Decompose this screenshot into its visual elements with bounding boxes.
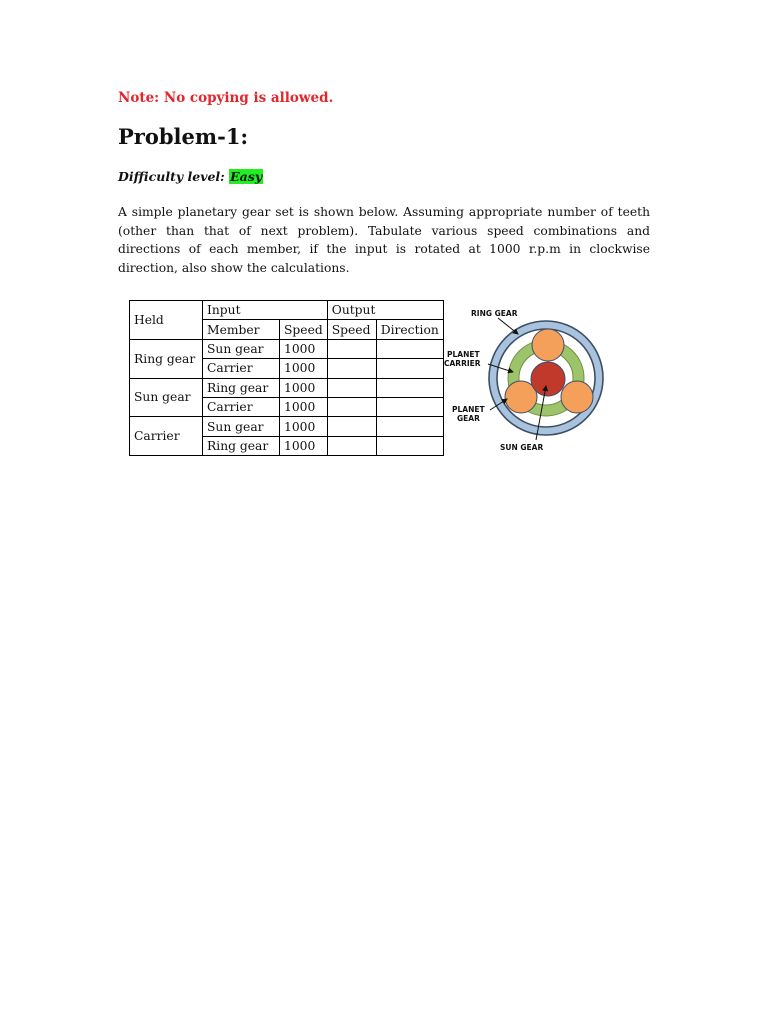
speed-cell: 1000 [280, 417, 328, 436]
gear-combination-table [129, 300, 444, 456]
difficulty-label: Difficulty level: [118, 169, 225, 184]
output-speed-cell [327, 359, 376, 378]
held-cell: Ring gear [130, 339, 203, 378]
planet-carrier-label: PLANET [447, 350, 480, 359]
copy-note: Note: No copying is allowed. [118, 90, 334, 106]
planet-carrier-label: CARRIER [444, 359, 481, 368]
direction-header: Direction [376, 320, 443, 339]
member-cell: Sun gear [203, 339, 280, 358]
planetary-gear-diagram [440, 300, 610, 456]
held-cell: Carrier [130, 417, 203, 456]
table-row [130, 417, 444, 436]
problem-statement: A simple planetary gear set is shown below. Assuming appropriate number of teeth (other than that of next problem). Tabulate various speed combinations and directions of each member, if the input is rotated at 1000 r.p.m in clockwise direction, also show the calculations. [118, 205, 650, 275]
speed-cell: 1000 [280, 359, 328, 378]
direction-cell [376, 359, 443, 378]
input-speed-header: Speed [280, 320, 328, 339]
output-header: Output [327, 301, 443, 320]
ring-gear-arrow [498, 318, 518, 334]
speed-cell: 1000 [280, 339, 328, 358]
table-row [130, 378, 444, 397]
output-speed-cell [327, 378, 376, 397]
speed-cell: 1000 [280, 397, 328, 416]
input-header: Input [203, 301, 328, 320]
table-row [130, 339, 444, 358]
sun-gear-shape [531, 362, 565, 396]
output-speed-cell [327, 436, 376, 455]
direction-cell [376, 417, 443, 436]
problem-title: Problem-1: [118, 124, 249, 149]
held-cell: Sun gear [130, 378, 203, 417]
difficulty-line [118, 169, 263, 184]
speed-cell: 1000 [280, 436, 328, 455]
member-cell: Carrier [203, 359, 280, 378]
direction-cell [376, 397, 443, 416]
direction-cell [376, 378, 443, 397]
planet-gear-top [532, 329, 564, 361]
output-speed-header: Speed [327, 320, 376, 339]
member-cell: Carrier [203, 397, 280, 416]
member-cell: Sun gear [203, 417, 280, 436]
direction-cell [376, 436, 443, 455]
output-speed-cell [327, 417, 376, 436]
output-speed-cell [327, 339, 376, 358]
speed-cell: 1000 [280, 378, 328, 397]
table-header-row [130, 301, 444, 320]
ring-gear-label: RING GEAR [471, 309, 518, 318]
sun-gear-label: SUN GEAR [500, 443, 544, 452]
member-cell: Ring gear [203, 436, 280, 455]
member-cell: Ring gear [203, 378, 280, 397]
planet-gear-right [561, 381, 593, 413]
planet-gear-label: GEAR [457, 414, 480, 423]
planet-gear-label: PLANET [452, 405, 485, 414]
held-header: Held [130, 301, 203, 340]
difficulty-level-badge: Easy [230, 169, 263, 184]
member-header: Member [203, 320, 280, 339]
direction-cell [376, 339, 443, 358]
output-speed-cell [327, 397, 376, 416]
